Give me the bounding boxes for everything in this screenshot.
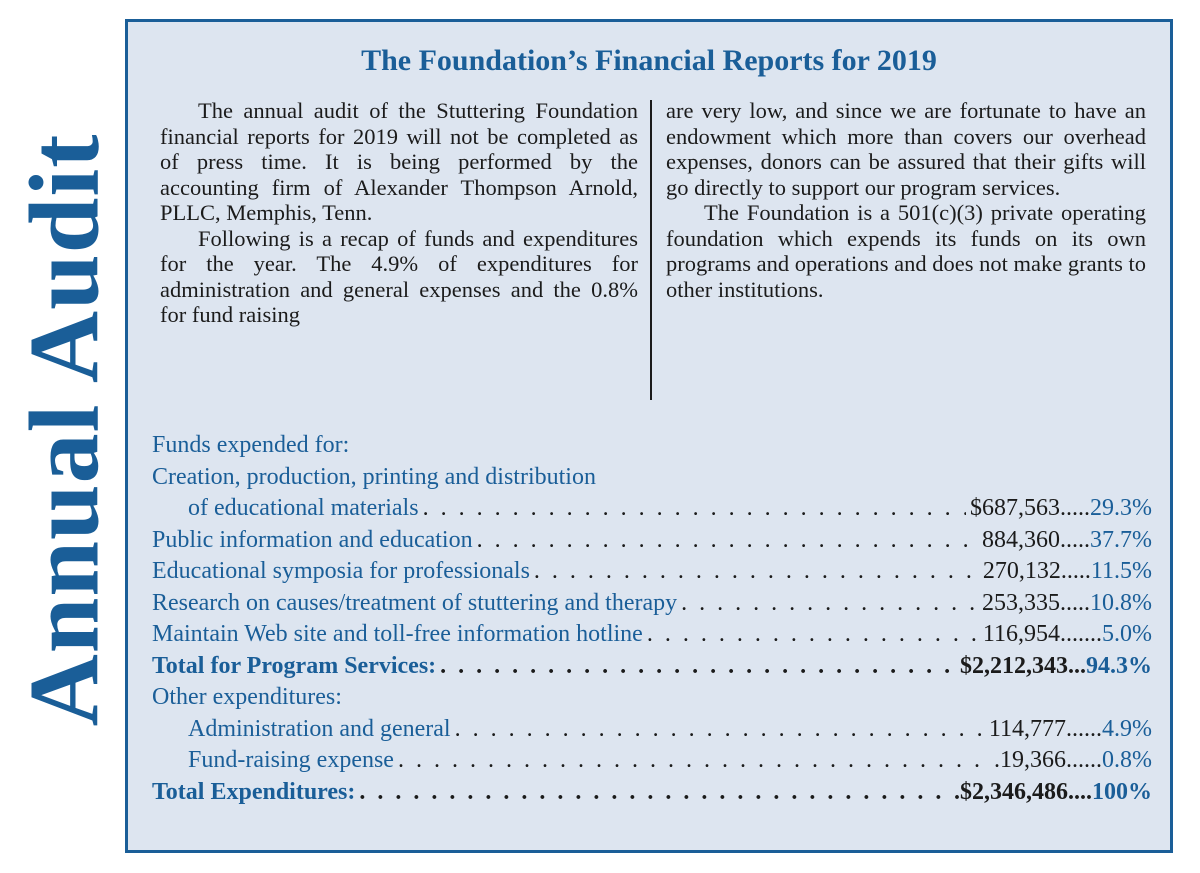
leader-dots	[398, 745, 990, 777]
funds-header-row	[152, 430, 1152, 462]
funds-table	[152, 430, 1152, 808]
leader-dots	[477, 525, 978, 557]
funds-row	[152, 493, 1152, 525]
row-amount: 253,335	[982, 589, 1060, 616]
row-percent: 4.9%	[1102, 715, 1152, 742]
report-heading: The Foundation’s Financial Reports for 2019	[361, 44, 937, 77]
leader-dots	[423, 493, 966, 525]
leader-dots	[681, 588, 978, 620]
column-divider	[650, 100, 652, 400]
row-amount: .$2,346,486	[954, 778, 1068, 805]
row-amount: $2,212,343	[960, 652, 1068, 679]
row-label: Administration and general	[188, 715, 451, 742]
leader-dots	[440, 651, 956, 683]
funds-header: Funds expended for:	[152, 432, 350, 458]
funds-row	[152, 745, 1152, 777]
side-title	[8, 20, 120, 840]
row-amount: .19,366	[994, 747, 1066, 773]
row-label: Fund-raising expense	[188, 747, 394, 773]
row-separator: ......	[1066, 747, 1102, 773]
row-label: Maintain Web site and toll-free information hotline	[152, 621, 643, 647]
other-header-row	[152, 682, 1152, 714]
row-separator: .....	[1060, 526, 1090, 553]
row-amount: $687,563	[970, 495, 1060, 521]
row-amount: 270,132	[982, 558, 1061, 584]
row-percent: 29.3%	[1090, 495, 1152, 521]
row-separator: .....	[1060, 495, 1090, 521]
other-header: Other expenditures:	[152, 684, 342, 710]
leader-dots	[359, 777, 950, 809]
row-separator: .....	[1060, 589, 1090, 616]
row-percent: 0.8%	[1102, 747, 1152, 773]
row-percent: 5.0%	[1102, 621, 1152, 647]
left-column	[160, 98, 638, 328]
row-amount: 884,360	[982, 526, 1060, 553]
grand-total-row	[152, 777, 1152, 809]
paragraph: Following is a recap of funds and expenditures for the year. The 4.9% of expenditures for administration and general expenses and the 0.8% for fund raising	[160, 225, 638, 327]
row-label: Total for Program Services:	[152, 652, 437, 679]
leader-dots	[534, 556, 979, 588]
funds-row	[152, 525, 1152, 557]
row-separator: .....	[1060, 558, 1091, 584]
leader-dots	[455, 714, 985, 746]
side-title-text: Annual Audit	[8, 133, 120, 727]
row-percent: 11.5%	[1090, 558, 1152, 584]
row-percent: 94.3%	[1086, 652, 1152, 679]
row-label: of educational materials	[188, 495, 419, 521]
row-label: Educational symposia for professionals	[152, 558, 530, 584]
funds-row	[152, 556, 1152, 588]
row-percent: 37.7%	[1090, 526, 1152, 553]
leader-dots	[647, 619, 979, 651]
funds-row	[152, 714, 1152, 746]
row-label: Research on causes/treatment of stuttering and therapy	[152, 589, 678, 616]
row-amount: 116,954	[982, 621, 1060, 647]
row-percent: 10.8%	[1090, 589, 1152, 616]
funds-item-label: Creation, production, printing and distribution	[152, 463, 596, 490]
program-total-row	[152, 651, 1152, 683]
funds-row	[152, 619, 1152, 651]
funds-item-line	[152, 462, 1152, 494]
row-percent: 100%	[1092, 778, 1152, 805]
row-separator: ...	[1068, 652, 1086, 679]
paragraph: The Foundation is a 501(c)(3) private operating foundation which expends its funds on its own programs and operations and does not make grants to other institutions.	[666, 200, 1146, 302]
row-label: Total Expenditures:	[152, 778, 356, 805]
row-amount: 114,777	[988, 715, 1066, 742]
paragraph: are very low, and since we are fortunate to have an endowment which more than covers our overhead expenses, donors can be assured that their gifts will go directly to support our program services.	[666, 98, 1146, 200]
row-separator: ......	[1066, 715, 1102, 742]
row-label: Public information and education	[152, 526, 473, 553]
funds-row	[152, 588, 1152, 620]
paragraph: The annual audit of the Stuttering Foundation financial reports for 2019 will not be completed as of press time. It is being performed by the accounting firm of Alexander Thompson Arnold, PLLC, Memphis, Tenn.	[160, 98, 638, 225]
row-separator: .......	[1060, 621, 1102, 647]
row-separator: ....	[1068, 778, 1092, 805]
right-column	[666, 98, 1146, 302]
report-panel	[125, 19, 1173, 853]
